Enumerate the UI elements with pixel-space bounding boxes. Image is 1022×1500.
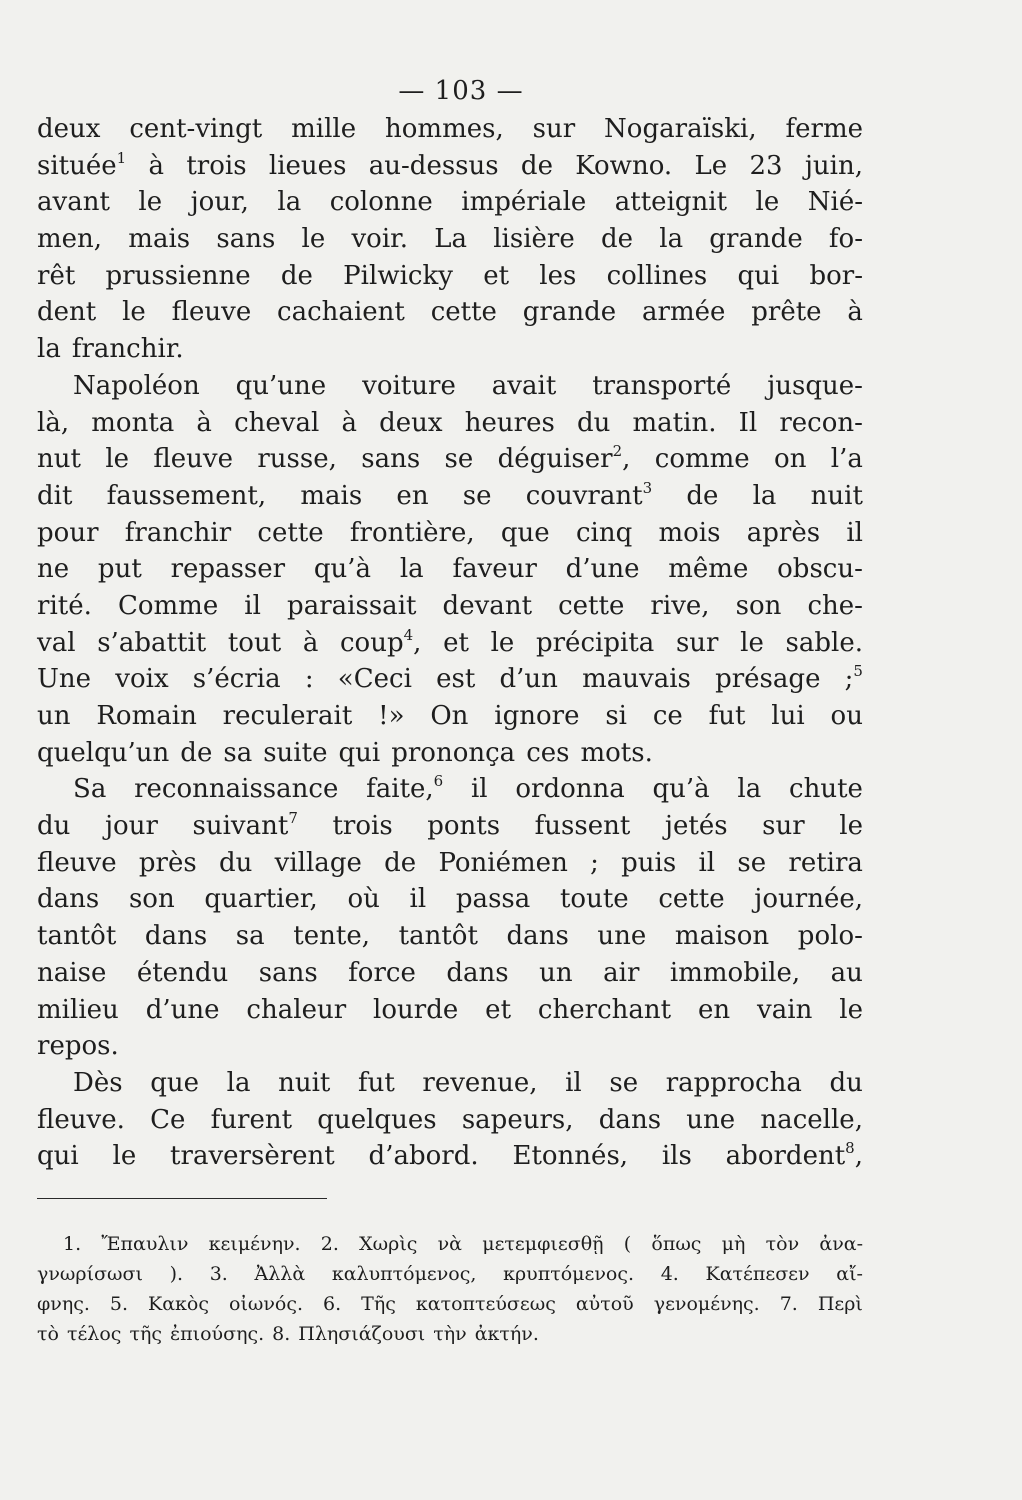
text-line: feuve près du village de Poniémen ; puis il se retira — [37, 847, 863, 878]
page-number: — 103 — — [398, 76, 524, 106]
text-line: feuve. Ce furent quelques sapeurs, dans une nacelle, — [37, 1104, 863, 1135]
footnote-line: γνωρίσωσι ). 3. Ἀλλὰ καλυπτόμενος, κρυπτόμενος. 4. Κατέπεσεν αἴ- — [37, 1263, 863, 1285]
text-line: tantôt dans sa tente, tantôt dans une maison polo- — [37, 921, 863, 952]
text-line: dit faussement, mais en se couvrant$^3$ de la nuit — [37, 478, 863, 511]
footnote-line: τὸ τέλος τῆς ἐπιούσης. 8. Πλησιάζουσι τὴν ἀκτήν. — [37, 1323, 539, 1345]
text-line: men, mais sans le voir. La lisière de la grande fo- — [37, 224, 863, 255]
text-line: quelqu’un de sa suite qui prononça ces mots. — [37, 737, 653, 768]
text-line: située$^1$ à trois lieues au-dessus de Kowno. Le 23 juin, — [37, 148, 863, 181]
text-line: Napoléon qu’une voiture avait transporté jusque- — [73, 370, 863, 401]
text-line: ne put repasser qu’à la faveur d’une même obscu- — [37, 554, 863, 585]
text-line: milieu d’une chaleur lourde et cherchant en vain le — [37, 994, 863, 1025]
footnotes — [37, 1233, 863, 1353]
text-line: du jour suivant$^7$ trois ponts fussent jetés sur le — [37, 809, 863, 842]
text-line: naise étendu sans force dans un air immobile, au — [37, 957, 863, 988]
text-line: Dès que la nuit fut revenue, il se rapprocha du — [73, 1067, 863, 1098]
text-line: Sa reconnaissance faite,$^6$ il ordonna qu’à la chute — [73, 772, 863, 805]
text-line: Une voix s’écria : «Ceci est d’un mauvais présage ;$^5$ — [37, 662, 863, 695]
text-line: dans son quartier, où il passa toute cette journée, — [37, 884, 863, 915]
text-line: repos. — [37, 1031, 119, 1062]
text-line: nut le feuve russe, sans se déguiser$^2$, comme on l’a — [37, 442, 863, 475]
text-line: rêt prussienne de Pilwicky et les collines qui bor- — [37, 260, 863, 291]
text-line: qui le traversèrent d’abord. Etonnés, ils abordent$^8$, — [37, 1139, 863, 1172]
text-line: là, monta à cheval à deux heures du matin. Il recon- — [37, 407, 863, 438]
text-line: la franchir. — [37, 334, 184, 365]
main-text — [37, 114, 863, 1178]
text-line: val s’abattit tout à coup$^4$, et le précipita sur le sable. — [37, 625, 863, 658]
text-line: un Romain reculerait !» On ignore si ce fut lui ou — [37, 701, 863, 731]
footnote-line: φνης. 5. Κακὸς οἰωνός. 6. Τῆς κατοπτεύσεως αὐτοῦ γενομένης. 7. Περὶ — [37, 1293, 863, 1315]
text-line: dent le feuve cachaient cette grande armée prête à — [37, 297, 863, 328]
footnote-line: 1. Ἔπαυλιν κειμένην. 2. Χωρὶς νὰ μετεμφιεσθῇ ( ὅπως μὴ τὸν ἀνα- — [63, 1233, 863, 1255]
text-line: pour franchir cette frontière, que cinq mois après il — [37, 517, 863, 548]
text-line: avant le jour, la colonne impériale atteignit le Nié- — [37, 187, 863, 218]
text-line: deux cent-vingt mille hommes, sur Nogaraïski, ferme — [37, 114, 863, 144]
text-line: rité. Comme il paraissait devant cette rive, son che- — [37, 590, 863, 621]
footnote-divider — [37, 1198, 327, 1199]
